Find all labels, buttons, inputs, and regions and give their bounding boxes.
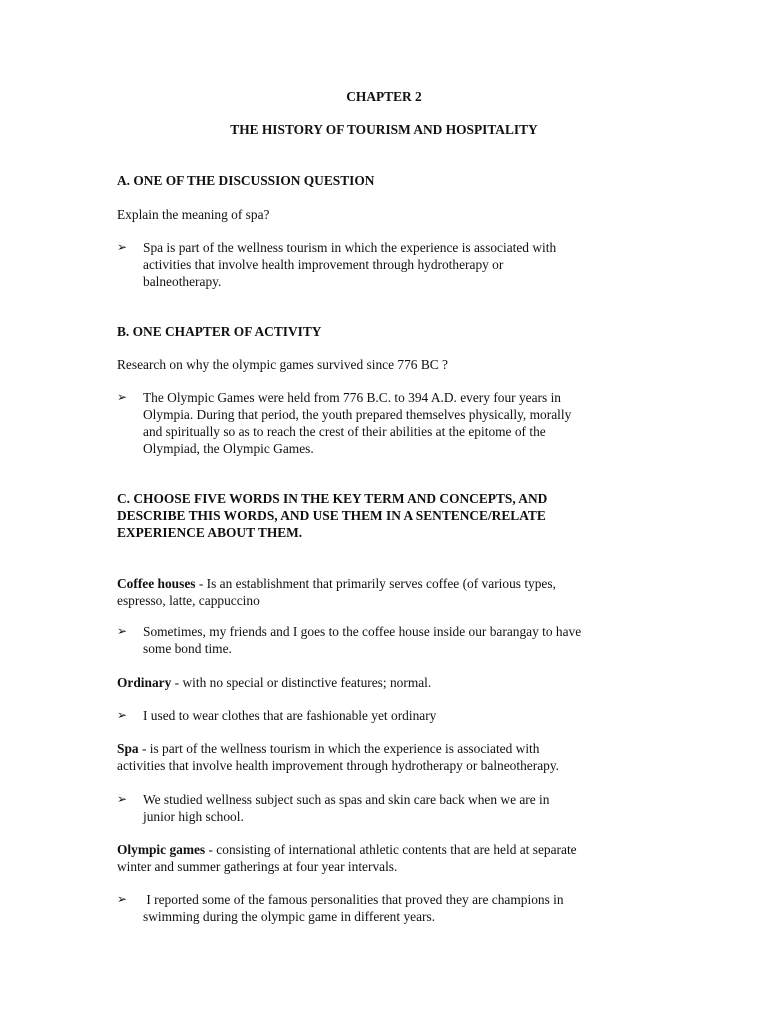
bullet-text	[143, 239, 653, 290]
section-a-heading: A. ONE OF THE DISCUSSION QUESTION	[117, 173, 375, 188]
arrow-bullet-icon: ➢	[117, 708, 128, 722]
text-line: Spa is part of the wellness tourism in which the experience is associated with	[143, 240, 557, 255]
section-b-question: Research on why the olympic games survived since 776 BC ?	[117, 357, 448, 372]
text-line: I used to wear clothes that are fashionable yet ordinary	[143, 708, 437, 723]
term-definition	[117, 674, 657, 691]
term-name: Spa	[117, 741, 139, 756]
term-definition-text: - Is an establishment that primarily serves coffee (of various types,	[195, 576, 556, 591]
bullet-text	[143, 707, 653, 724]
text-line: C. CHOOSE FIVE WORDS IN THE KEY TERM AND CONCEPTS, AND	[117, 491, 548, 506]
text-line: Olympiad, the Olympic Games.	[143, 441, 314, 456]
text-line	[117, 841, 657, 858]
text-line: espresso, latte, cappuccino	[117, 593, 260, 608]
text-line: swimming during the olympic game in different years.	[143, 909, 436, 924]
text-line: junior high school.	[143, 809, 244, 824]
arrow-bullet-icon: ➢	[117, 892, 128, 906]
term-name: Olympic games	[117, 842, 206, 857]
text-line: We studied wellness subject such as spas and skin care back when we are in	[143, 792, 550, 807]
text-line	[117, 674, 657, 691]
text-line: Olympia. During that period, the youth prepared themselves physically, morally	[143, 407, 572, 422]
text-line: activities that involve health improvement through hydrotherapy or balneotherapy.	[117, 758, 560, 773]
arrow-bullet-icon: ➢	[117, 792, 128, 806]
term-definition-text: - consisting of international athletic contents that are held at separate	[205, 842, 577, 857]
text-line: some bond time.	[143, 641, 232, 656]
term-definition	[117, 575, 657, 609]
bullet-text	[143, 891, 653, 925]
bullet-text	[143, 623, 653, 657]
arrow-bullet-icon: ➢	[117, 624, 128, 638]
term-definition-text: - is part of the wellness tourism in which the experience is associated with	[138, 741, 540, 756]
text-line: and spiritually so as to reach the crest of their abilities at the epitome of the	[143, 424, 546, 439]
text-line: DESCRIBE THIS WORDS, AND USE THEM IN A SENTENCE/RELATE	[117, 508, 546, 523]
text-line: winter and summer gatherings at four year intervals.	[117, 859, 398, 874]
text-line: Sometimes, my friends and I goes to the coffee house inside our barangay to have	[143, 624, 582, 639]
bullet-text	[143, 791, 653, 825]
text-line: EXPERIENCE ABOUT THEM.	[117, 525, 303, 540]
arrow-bullet-icon: ➢	[117, 390, 128, 404]
term-name: Ordinary	[117, 675, 172, 690]
text-line	[117, 575, 657, 592]
text-line: I reported some of the famous personalities that proved they are champions in	[143, 892, 564, 907]
text-line: activities that involve health improvement through hydrotherapy or	[143, 257, 504, 272]
arrow-bullet-icon: ➢	[117, 240, 128, 254]
bullet-text	[143, 389, 653, 457]
text-line	[117, 740, 657, 757]
section-c-heading	[117, 490, 677, 541]
section-b-heading: B. ONE CHAPTER OF ACTIVITY	[117, 324, 322, 339]
chapter-number: CHAPTER 2	[346, 89, 422, 104]
term-definition	[117, 841, 657, 875]
text-line: The Olympic Games were held from 776 B.C. to 394 A.D. every four years in	[143, 390, 561, 405]
section-a-question: Explain the meaning of spa?	[117, 207, 270, 222]
chapter-title: THE HISTORY OF TOURISM AND HOSPITALITY	[230, 122, 538, 137]
term-definition-text: - with no special or distinctive features; normal.	[171, 675, 432, 690]
text-line: balneotherapy.	[143, 274, 222, 289]
term-definition	[117, 740, 657, 774]
term-name: Coffee houses	[117, 576, 196, 591]
